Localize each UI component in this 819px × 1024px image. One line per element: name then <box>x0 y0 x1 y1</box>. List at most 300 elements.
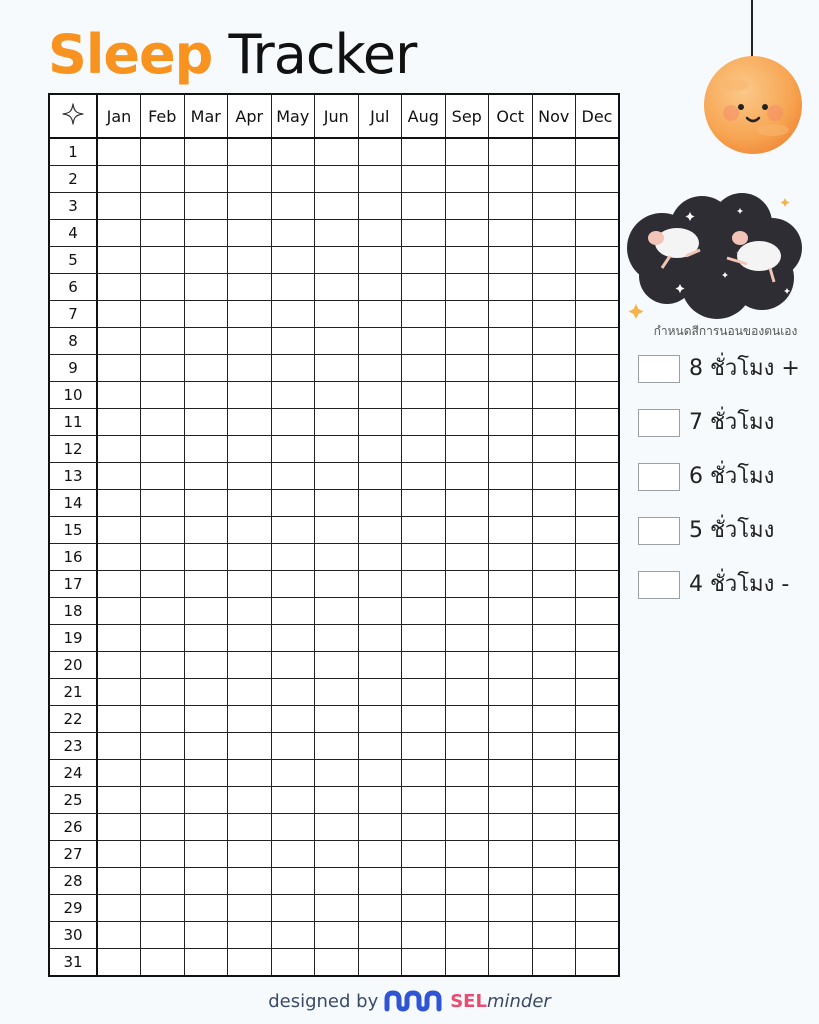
tracker-cell[interactable] <box>445 625 489 652</box>
tracker-cell[interactable] <box>532 328 576 355</box>
tracker-cell[interactable] <box>271 598 315 625</box>
tracker-cell[interactable] <box>271 949 315 977</box>
tracker-cell[interactable] <box>141 706 185 733</box>
tracker-cell[interactable] <box>271 301 315 328</box>
tracker-cell[interactable] <box>97 517 141 544</box>
tracker-cell[interactable] <box>532 436 576 463</box>
tracker-cell[interactable] <box>489 868 533 895</box>
tracker-cell[interactable] <box>489 922 533 949</box>
tracker-cell[interactable] <box>228 247 272 274</box>
tracker-cell[interactable] <box>489 247 533 274</box>
tracker-cell[interactable] <box>402 895 446 922</box>
tracker-cell[interactable] <box>445 193 489 220</box>
tracker-cell[interactable] <box>228 733 272 760</box>
tracker-cell[interactable] <box>315 625 359 652</box>
tracker-cell[interactable] <box>489 166 533 193</box>
tracker-cell[interactable] <box>532 463 576 490</box>
tracker-cell[interactable] <box>271 463 315 490</box>
tracker-cell[interactable] <box>271 517 315 544</box>
tracker-cell[interactable] <box>576 436 620 463</box>
tracker-cell[interactable] <box>184 517 228 544</box>
tracker-cell[interactable] <box>445 949 489 977</box>
tracker-cell[interactable] <box>532 355 576 382</box>
tracker-cell[interactable] <box>358 949 402 977</box>
tracker-cell[interactable] <box>576 355 620 382</box>
tracker-cell[interactable] <box>315 138 359 166</box>
tracker-cell[interactable] <box>97 247 141 274</box>
tracker-cell[interactable] <box>271 787 315 814</box>
tracker-cell[interactable] <box>271 166 315 193</box>
tracker-cell[interactable] <box>228 193 272 220</box>
tracker-cell[interactable] <box>402 841 446 868</box>
tracker-cell[interactable] <box>315 382 359 409</box>
tracker-cell[interactable] <box>532 490 576 517</box>
tracker-cell[interactable] <box>445 517 489 544</box>
tracker-cell[interactable] <box>358 247 402 274</box>
tracker-cell[interactable] <box>184 814 228 841</box>
tracker-cell[interactable] <box>358 328 402 355</box>
tracker-cell[interactable] <box>489 760 533 787</box>
tracker-cell[interactable] <box>358 868 402 895</box>
tracker-cell[interactable] <box>184 760 228 787</box>
tracker-cell[interactable] <box>576 544 620 571</box>
tracker-cell[interactable] <box>228 355 272 382</box>
tracker-cell[interactable] <box>358 166 402 193</box>
tracker-cell[interactable] <box>141 868 185 895</box>
tracker-cell[interactable] <box>184 490 228 517</box>
tracker-cell[interactable] <box>315 652 359 679</box>
tracker-cell[interactable] <box>228 814 272 841</box>
tracker-cell[interactable] <box>184 841 228 868</box>
tracker-cell[interactable] <box>184 679 228 706</box>
tracker-cell[interactable] <box>576 490 620 517</box>
tracker-cell[interactable] <box>228 652 272 679</box>
tracker-cell[interactable] <box>97 193 141 220</box>
tracker-cell[interactable] <box>271 625 315 652</box>
tracker-cell[interactable] <box>358 193 402 220</box>
tracker-cell[interactable] <box>141 679 185 706</box>
tracker-cell[interactable] <box>184 544 228 571</box>
tracker-cell[interactable] <box>97 463 141 490</box>
tracker-cell[interactable] <box>489 679 533 706</box>
tracker-cell[interactable] <box>445 652 489 679</box>
tracker-cell[interactable] <box>97 787 141 814</box>
tracker-cell[interactable] <box>141 247 185 274</box>
tracker-cell[interactable] <box>489 949 533 977</box>
tracker-cell[interactable] <box>532 922 576 949</box>
tracker-cell[interactable] <box>228 895 272 922</box>
tracker-cell[interactable] <box>489 436 533 463</box>
tracker-cell[interactable] <box>402 733 446 760</box>
tracker-cell[interactable] <box>141 895 185 922</box>
tracker-cell[interactable] <box>358 598 402 625</box>
tracker-cell[interactable] <box>228 922 272 949</box>
tracker-cell[interactable] <box>141 787 185 814</box>
tracker-cell[interactable] <box>576 220 620 247</box>
tracker-cell[interactable] <box>141 409 185 436</box>
tracker-cell[interactable] <box>228 517 272 544</box>
tracker-cell[interactable] <box>532 652 576 679</box>
tracker-cell[interactable] <box>141 949 185 977</box>
tracker-cell[interactable] <box>315 274 359 301</box>
tracker-cell[interactable] <box>97 544 141 571</box>
tracker-cell[interactable] <box>228 544 272 571</box>
tracker-cell[interactable] <box>445 922 489 949</box>
tracker-cell[interactable] <box>489 517 533 544</box>
tracker-cell[interactable] <box>358 355 402 382</box>
tracker-cell[interactable] <box>532 301 576 328</box>
tracker-cell[interactable] <box>228 598 272 625</box>
tracker-cell[interactable] <box>97 922 141 949</box>
tracker-cell[interactable] <box>141 598 185 625</box>
tracker-cell[interactable] <box>445 895 489 922</box>
tracker-cell[interactable] <box>576 598 620 625</box>
tracker-cell[interactable] <box>402 517 446 544</box>
tracker-cell[interactable] <box>271 544 315 571</box>
tracker-cell[interactable] <box>184 706 228 733</box>
tracker-cell[interactable] <box>315 787 359 814</box>
tracker-cell[interactable] <box>445 760 489 787</box>
tracker-cell[interactable] <box>315 760 359 787</box>
tracker-cell[interactable] <box>97 436 141 463</box>
tracker-cell[interactable] <box>445 436 489 463</box>
tracker-cell[interactable] <box>97 409 141 436</box>
tracker-cell[interactable] <box>97 760 141 787</box>
tracker-cell[interactable] <box>576 571 620 598</box>
tracker-cell[interactable] <box>445 787 489 814</box>
tracker-cell[interactable] <box>184 571 228 598</box>
tracker-cell[interactable] <box>489 463 533 490</box>
tracker-cell[interactable] <box>576 868 620 895</box>
tracker-cell[interactable] <box>402 706 446 733</box>
tracker-cell[interactable] <box>228 787 272 814</box>
tracker-cell[interactable] <box>228 868 272 895</box>
tracker-cell[interactable] <box>576 382 620 409</box>
tracker-cell[interactable] <box>97 274 141 301</box>
tracker-cell[interactable] <box>271 868 315 895</box>
tracker-cell[interactable] <box>532 760 576 787</box>
tracker-cell[interactable] <box>489 490 533 517</box>
tracker-cell[interactable] <box>358 922 402 949</box>
tracker-cell[interactable] <box>445 247 489 274</box>
tracker-cell[interactable] <box>184 138 228 166</box>
tracker-cell[interactable] <box>97 814 141 841</box>
tracker-cell[interactable] <box>358 382 402 409</box>
tracker-cell[interactable] <box>315 193 359 220</box>
tracker-cell[interactable] <box>141 382 185 409</box>
tracker-cell[interactable] <box>445 679 489 706</box>
tracker-cell[interactable] <box>97 166 141 193</box>
tracker-cell[interactable] <box>532 841 576 868</box>
tracker-cell[interactable] <box>532 814 576 841</box>
tracker-cell[interactable] <box>141 166 185 193</box>
tracker-cell[interactable] <box>315 598 359 625</box>
tracker-cell[interactable] <box>271 895 315 922</box>
tracker-cell[interactable] <box>228 301 272 328</box>
tracker-cell[interactable] <box>141 490 185 517</box>
legend-color-box[interactable] <box>638 517 680 545</box>
tracker-cell[interactable] <box>228 490 272 517</box>
tracker-cell[interactable] <box>576 922 620 949</box>
tracker-cell[interactable] <box>576 193 620 220</box>
tracker-cell[interactable] <box>271 382 315 409</box>
tracker-cell[interactable] <box>576 787 620 814</box>
tracker-cell[interactable] <box>184 247 228 274</box>
tracker-cell[interactable] <box>358 138 402 166</box>
tracker-cell[interactable] <box>228 463 272 490</box>
tracker-cell[interactable] <box>489 706 533 733</box>
tracker-cell[interactable] <box>271 274 315 301</box>
tracker-cell[interactable] <box>576 274 620 301</box>
tracker-cell[interactable] <box>402 274 446 301</box>
tracker-cell[interactable] <box>228 571 272 598</box>
tracker-cell[interactable] <box>315 949 359 977</box>
tracker-cell[interactable] <box>445 868 489 895</box>
tracker-cell[interactable] <box>315 517 359 544</box>
tracker-cell[interactable] <box>402 922 446 949</box>
tracker-cell[interactable] <box>358 895 402 922</box>
tracker-cell[interactable] <box>315 463 359 490</box>
tracker-cell[interactable] <box>576 706 620 733</box>
tracker-cell[interactable] <box>97 571 141 598</box>
tracker-cell[interactable] <box>184 328 228 355</box>
tracker-cell[interactable] <box>402 625 446 652</box>
tracker-cell[interactable] <box>445 733 489 760</box>
tracker-cell[interactable] <box>489 787 533 814</box>
tracker-cell[interactable] <box>315 409 359 436</box>
tracker-cell[interactable] <box>315 922 359 949</box>
tracker-cell[interactable] <box>97 138 141 166</box>
tracker-cell[interactable] <box>141 517 185 544</box>
tracker-cell[interactable] <box>358 301 402 328</box>
tracker-cell[interactable] <box>532 625 576 652</box>
tracker-cell[interactable] <box>271 679 315 706</box>
tracker-cell[interactable] <box>576 841 620 868</box>
tracker-cell[interactable] <box>141 625 185 652</box>
tracker-cell[interactable] <box>532 706 576 733</box>
tracker-cell[interactable] <box>489 895 533 922</box>
tracker-cell[interactable] <box>228 760 272 787</box>
tracker-cell[interactable] <box>228 841 272 868</box>
tracker-cell[interactable] <box>532 247 576 274</box>
tracker-cell[interactable] <box>358 760 402 787</box>
tracker-cell[interactable] <box>141 274 185 301</box>
legend-color-box[interactable] <box>638 355 680 383</box>
tracker-cell[interactable] <box>576 517 620 544</box>
tracker-cell[interactable] <box>532 787 576 814</box>
tracker-cell[interactable] <box>358 220 402 247</box>
tracker-cell[interactable] <box>97 382 141 409</box>
tracker-cell[interactable] <box>97 490 141 517</box>
tracker-cell[interactable] <box>532 193 576 220</box>
tracker-cell[interactable] <box>271 733 315 760</box>
tracker-cell[interactable] <box>358 733 402 760</box>
tracker-cell[interactable] <box>402 949 446 977</box>
tracker-cell[interactable] <box>184 733 228 760</box>
tracker-cell[interactable] <box>184 625 228 652</box>
tracker-cell[interactable] <box>315 733 359 760</box>
tracker-cell[interactable] <box>271 490 315 517</box>
tracker-cell[interactable] <box>271 138 315 166</box>
tracker-cell[interactable] <box>271 247 315 274</box>
tracker-cell[interactable] <box>315 706 359 733</box>
tracker-cell[interactable] <box>532 571 576 598</box>
tracker-cell[interactable] <box>358 490 402 517</box>
tracker-cell[interactable] <box>228 166 272 193</box>
tracker-cell[interactable] <box>315 247 359 274</box>
tracker-cell[interactable] <box>97 733 141 760</box>
tracker-cell[interactable] <box>576 409 620 436</box>
tracker-cell[interactable] <box>97 652 141 679</box>
tracker-cell[interactable] <box>489 598 533 625</box>
tracker-cell[interactable] <box>141 841 185 868</box>
tracker-cell[interactable] <box>532 382 576 409</box>
tracker-cell[interactable] <box>141 814 185 841</box>
tracker-cell[interactable] <box>271 841 315 868</box>
tracker-cell[interactable] <box>489 571 533 598</box>
tracker-cell[interactable] <box>184 787 228 814</box>
tracker-cell[interactable] <box>532 598 576 625</box>
tracker-cell[interactable] <box>402 787 446 814</box>
tracker-cell[interactable] <box>271 328 315 355</box>
tracker-cell[interactable] <box>141 436 185 463</box>
tracker-cell[interactable] <box>358 652 402 679</box>
tracker-cell[interactable] <box>402 544 446 571</box>
tracker-cell[interactable] <box>576 814 620 841</box>
tracker-cell[interactable] <box>445 382 489 409</box>
tracker-cell[interactable] <box>489 274 533 301</box>
tracker-cell[interactable] <box>402 814 446 841</box>
legend-color-box[interactable] <box>638 571 680 599</box>
tracker-cell[interactable] <box>184 220 228 247</box>
tracker-cell[interactable] <box>576 463 620 490</box>
tracker-cell[interactable] <box>141 922 185 949</box>
tracker-cell[interactable] <box>402 328 446 355</box>
tracker-cell[interactable] <box>489 814 533 841</box>
tracker-cell[interactable] <box>315 895 359 922</box>
tracker-cell[interactable] <box>402 868 446 895</box>
tracker-cell[interactable] <box>402 652 446 679</box>
tracker-cell[interactable] <box>402 463 446 490</box>
tracker-cell[interactable] <box>315 679 359 706</box>
tracker-cell[interactable] <box>358 679 402 706</box>
tracker-cell[interactable] <box>532 166 576 193</box>
tracker-cell[interactable] <box>358 463 402 490</box>
tracker-cell[interactable] <box>315 571 359 598</box>
tracker-cell[interactable] <box>315 490 359 517</box>
tracker-cell[interactable] <box>184 193 228 220</box>
tracker-cell[interactable] <box>445 544 489 571</box>
tracker-cell[interactable] <box>141 355 185 382</box>
tracker-cell[interactable] <box>228 409 272 436</box>
tracker-cell[interactable] <box>315 814 359 841</box>
tracker-cell[interactable] <box>271 571 315 598</box>
tracker-cell[interactable] <box>489 625 533 652</box>
tracker-cell[interactable] <box>315 841 359 868</box>
tracker-cell[interactable] <box>184 355 228 382</box>
tracker-cell[interactable] <box>184 895 228 922</box>
tracker-cell[interactable] <box>97 598 141 625</box>
tracker-cell[interactable] <box>402 166 446 193</box>
tracker-cell[interactable] <box>228 625 272 652</box>
tracker-cell[interactable] <box>489 382 533 409</box>
tracker-cell[interactable] <box>576 166 620 193</box>
legend-color-box[interactable] <box>638 463 680 491</box>
tracker-cell[interactable] <box>445 814 489 841</box>
tracker-cell[interactable] <box>445 571 489 598</box>
tracker-cell[interactable] <box>489 220 533 247</box>
tracker-cell[interactable] <box>97 355 141 382</box>
tracker-cell[interactable] <box>445 490 489 517</box>
tracker-cell[interactable] <box>228 274 272 301</box>
tracker-cell[interactable] <box>358 706 402 733</box>
tracker-cell[interactable] <box>271 436 315 463</box>
tracker-cell[interactable] <box>184 436 228 463</box>
tracker-cell[interactable] <box>489 409 533 436</box>
tracker-cell[interactable] <box>402 571 446 598</box>
tracker-cell[interactable] <box>402 598 446 625</box>
tracker-cell[interactable] <box>402 679 446 706</box>
tracker-cell[interactable] <box>141 571 185 598</box>
tracker-cell[interactable] <box>576 949 620 977</box>
tracker-cell[interactable] <box>576 652 620 679</box>
tracker-cell[interactable] <box>97 220 141 247</box>
tracker-cell[interactable] <box>358 814 402 841</box>
tracker-cell[interactable] <box>184 652 228 679</box>
tracker-cell[interactable] <box>445 463 489 490</box>
tracker-cell[interactable] <box>402 138 446 166</box>
tracker-cell[interactable] <box>358 274 402 301</box>
tracker-cell[interactable] <box>97 895 141 922</box>
tracker-cell[interactable] <box>184 409 228 436</box>
tracker-cell[interactable] <box>445 274 489 301</box>
tracker-cell[interactable] <box>576 301 620 328</box>
tracker-cell[interactable] <box>358 409 402 436</box>
tracker-cell[interactable] <box>489 193 533 220</box>
tracker-cell[interactable] <box>445 355 489 382</box>
tracker-cell[interactable] <box>141 138 185 166</box>
tracker-cell[interactable] <box>489 328 533 355</box>
tracker-cell[interactable] <box>271 706 315 733</box>
tracker-cell[interactable] <box>489 652 533 679</box>
tracker-cell[interactable] <box>184 949 228 977</box>
tracker-cell[interactable] <box>315 328 359 355</box>
tracker-cell[interactable] <box>184 463 228 490</box>
tracker-cell[interactable] <box>97 301 141 328</box>
tracker-cell[interactable] <box>97 949 141 977</box>
tracker-cell[interactable] <box>532 138 576 166</box>
tracker-cell[interactable] <box>271 355 315 382</box>
tracker-cell[interactable] <box>576 895 620 922</box>
tracker-cell[interactable] <box>315 166 359 193</box>
tracker-cell[interactable] <box>402 301 446 328</box>
legend-color-box[interactable] <box>638 409 680 437</box>
tracker-cell[interactable] <box>97 625 141 652</box>
tracker-cell[interactable] <box>532 679 576 706</box>
tracker-cell[interactable] <box>576 625 620 652</box>
tracker-cell[interactable] <box>228 138 272 166</box>
tracker-cell[interactable] <box>228 220 272 247</box>
tracker-cell[interactable] <box>228 382 272 409</box>
tracker-cell[interactable] <box>445 598 489 625</box>
tracker-cell[interactable] <box>489 138 533 166</box>
tracker-cell[interactable] <box>445 841 489 868</box>
tracker-cell[interactable] <box>358 544 402 571</box>
tracker-cell[interactable] <box>97 328 141 355</box>
tracker-cell[interactable] <box>489 733 533 760</box>
tracker-cell[interactable] <box>445 328 489 355</box>
tracker-cell[interactable] <box>271 193 315 220</box>
